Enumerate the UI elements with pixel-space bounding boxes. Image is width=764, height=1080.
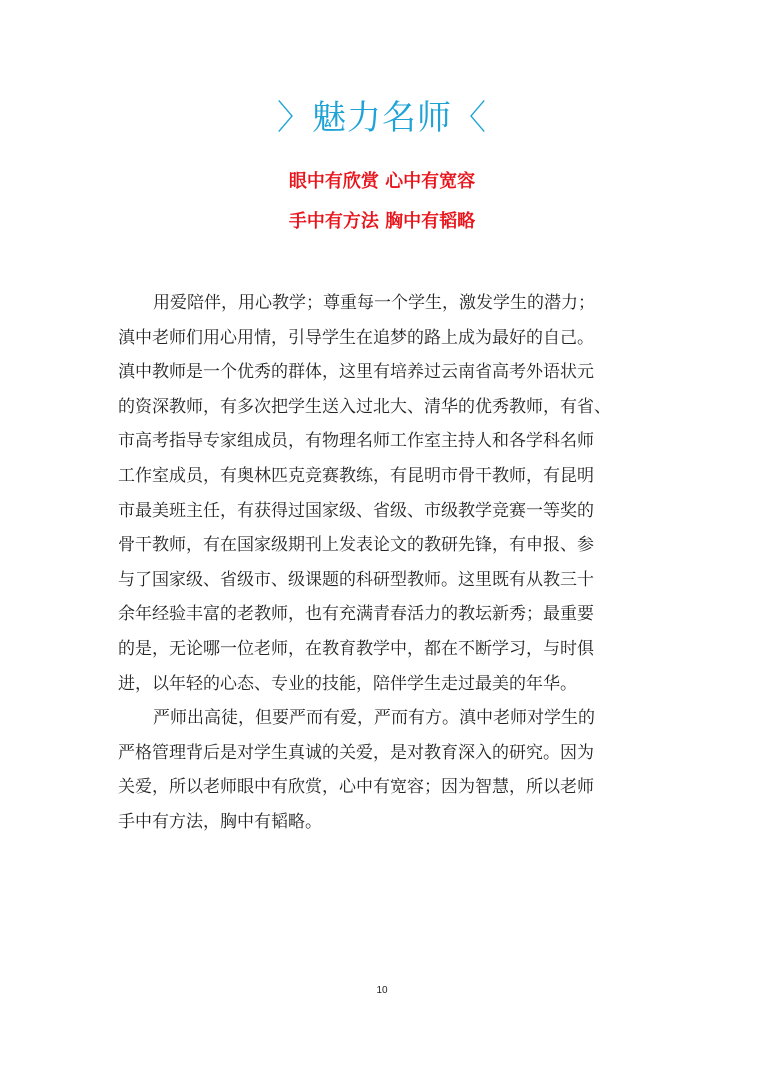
paragraph-line: 严格管理背后是对学生真诚的关爱，是对教育深入的研究。因为 (118, 742, 594, 763)
paragraph-line: 骨干教师，有在国家级期刊上发表论文的教研先锋，有申报、参 (118, 535, 594, 556)
paragraph-line: 进，以年轻的心态、专业的技能，陪伴学生走过最美的年华。 (118, 673, 577, 694)
paragraph-line: 市最美班主任，有获得过国家级、省级、市级教学竞赛一等奖的 (118, 500, 594, 521)
subtitle-line-2: 手中有方法 胸中有韬略 (288, 211, 476, 232)
paragraph-line: 的是，无论哪一位老师，在教育教学中，都在不断学习，与时俱 (118, 638, 594, 659)
paragraph-line: 市高考指导专家组成员，有物理名师工作室主持人和各学科名师 (118, 431, 594, 452)
paragraph-line: 工作室成员，有奥林匹克竞赛教练，有昆明市骨干教师，有昆明 (118, 465, 594, 486)
page-title: 〉魅力名师〈 (277, 98, 487, 138)
body-text (118, 286, 658, 840)
paragraph-line: 关爱，所以老师眼中有欣赏，心中有宽容；因为智慧，所以老师 (118, 777, 594, 798)
paragraph-line: 的资深教师，有多次把学生送入过北大、清华的优秀教师，有省、 (118, 396, 611, 417)
subtitle-line-1: 眼中有欣赏 心中有宽容 (288, 171, 476, 192)
paragraph-line: 滇中老师们用心用情，引导学生在追梦的路上成为最好的自己。 (118, 327, 594, 348)
page-number: 10 (376, 985, 388, 996)
paragraph-line: 严师出高徒，但要严而有爱，严而有方。滇中老师对学生的 (153, 708, 595, 729)
paragraph-line: 与了国家级、省级市、级课题的科研型教师。这里既有从教三十 (118, 569, 594, 590)
paragraph-line: 滇中教师是一个优秀的群体，这里有培养过云南省高考外语状元 (118, 362, 594, 383)
paragraph-line: 用爱陪伴，用心教学；尊重每一个学生，激发学生的潜力； (153, 293, 595, 313)
paragraph-line: 余年经验丰富的老教师，也有充满青春活力的教坛新秀；最重要 (118, 604, 594, 625)
paragraph-line: 手中有方法，胸中有韬略。 (118, 811, 322, 832)
